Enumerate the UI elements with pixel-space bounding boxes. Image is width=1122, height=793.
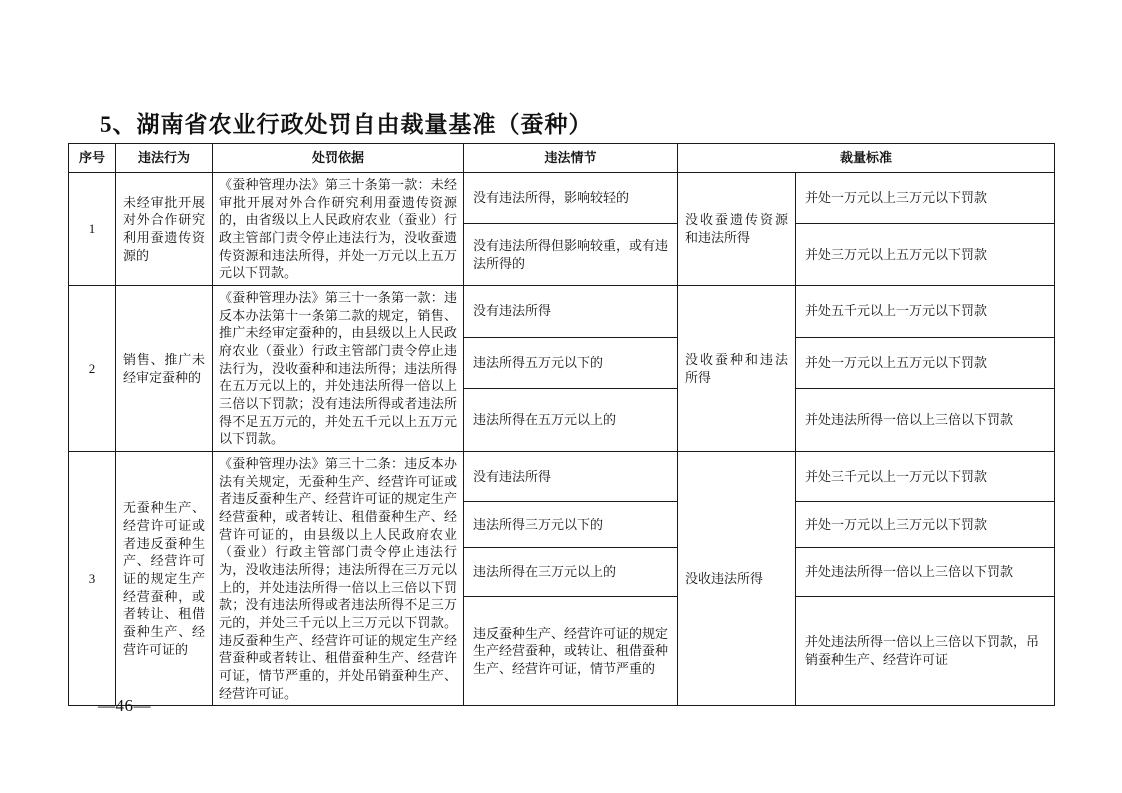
header-circumstance: 违法情节: [464, 144, 678, 173]
header-index: 序号: [69, 144, 116, 173]
cell-circumstance: 没有违法所得: [464, 286, 678, 337]
cell-fine: 并处违法所得一倍以上三倍以下罚款: [796, 548, 1055, 597]
cell-behavior: 无蚕种生产、经营许可证或者违反蚕种生产、经营许可证的规定生产经营蚕种，或者转让、租借蚕种生产、经营许可证的: [116, 452, 213, 706]
header-basis: 处罚依据: [213, 144, 464, 173]
cell-circumstance: 没有违法所得但影响较重，或有违法所得的: [464, 224, 678, 286]
cell-index: 2: [69, 286, 116, 452]
cell-fine: 并处五千元以上一万元以下罚款: [796, 286, 1055, 337]
cell-index: 3: [69, 452, 116, 706]
cell-circumstance: 违反蚕种生产、经营许可证的规定生产经营蚕种，或转让、租借蚕种生产、经营许可证，情节严重的: [464, 596, 678, 706]
header-behavior: 违法行为: [116, 144, 213, 173]
cell-behavior: 未经审批开展对外合作研究利用蚕遗传资源的: [116, 173, 213, 286]
cell-circumstance: 违法所得五万元以下的: [464, 337, 678, 388]
penalty-discretion-table: [68, 143, 1055, 706]
header-standard: 裁量标准: [678, 144, 1055, 173]
cell-fine: 并处一万元以上五万元以下罚款: [796, 337, 1055, 388]
cell-basis: 《蚕种管理办法》第三十条第一款：未经审批开展对外合作研究利用蚕遗传资源的，由省级以上人民政府农业（蚕业）行政主管部门责令停止违法行为，没收蚕遗传资源和违法所得，并处一万元以上五万元以下罚款。: [213, 173, 464, 286]
page-number: —46—: [98, 696, 151, 715]
cell-confiscation: 没收蚕种和违法所得: [678, 286, 796, 452]
cell-circumstance: 违法所得三万元以下的: [464, 501, 678, 548]
table-row: [69, 452, 1055, 502]
table-header-row: [69, 144, 1055, 173]
cell-behavior: 销售、推广未经审定蚕种的: [116, 286, 213, 452]
cell-confiscation: 没收蚕遗传资源和违法所得: [678, 173, 796, 286]
cell-circumstance: 违法所得在三万元以上的: [464, 548, 678, 597]
cell-fine: 并处违法所得一倍以上三倍以下罚款，吊销蚕种生产、经营许可证: [796, 596, 1055, 706]
cell-index: 1: [69, 173, 116, 286]
cell-circumstance: 违法所得在五万元以上的: [464, 389, 678, 452]
cell-fine: 并处一万元以上三万元以下罚款: [796, 501, 1055, 548]
page-title: 5、湖南省农业行政处罚自由裁量基准（蚕种）: [100, 112, 593, 137]
cell-circumstance: 没有违法所得，影响较轻的: [464, 173, 678, 224]
cell-basis: 《蚕种管理办法》第三十二条：违反本办法有关规定，无蚕种生产、经营许可证或者违反蚕种生产、经营许可证的规定生产经营蚕种，或者转让、租借蚕种生产、经营许可证的，由县级以上人民政府农业（蚕业）行政主管部门责令停止违法行为，没收违法所得；违法所得在三万元以上的，并处违法所得一倍以上三倍以下罚款；没有违法所得或者违法所得不足三万元的，并处三千元以上三万元以下罚款。违反蚕种生产、经营许可证的规定生产经营蚕种或者转让、租借蚕种生产、经营许可证，情节严重的，并处吊销蚕种生产、经营许可证。: [213, 452, 464, 706]
table-row: [69, 286, 1055, 337]
cell-circumstance: 没有违法所得: [464, 452, 678, 502]
cell-fine: 并处三万元以上五万元以下罚款: [796, 224, 1055, 286]
cell-fine: 并处一万元以上三万元以下罚款: [796, 173, 1055, 224]
table-row: [69, 173, 1055, 224]
cell-confiscation: 没收违法所得: [678, 452, 796, 706]
cell-fine: 并处违法所得一倍以上三倍以下罚款: [796, 389, 1055, 452]
cell-fine: 并处三千元以上一万元以下罚款: [796, 452, 1055, 502]
cell-basis: 《蚕种管理办法》第三十一条第一款：违反本办法第十一条第二款的规定，销售、推广未经审定蚕种的，由县级以上人民政府农业（蚕业）行政主管部门责令停止违法行为，没收蚕种和违法所得；违法所得在五万元以上的，并处违法所得一倍以上三倍以下罚款；没有违法所得或者违法所得不足五万元的，并处五千元以上五万元以下罚款。: [213, 286, 464, 452]
table-body: [69, 173, 1055, 706]
